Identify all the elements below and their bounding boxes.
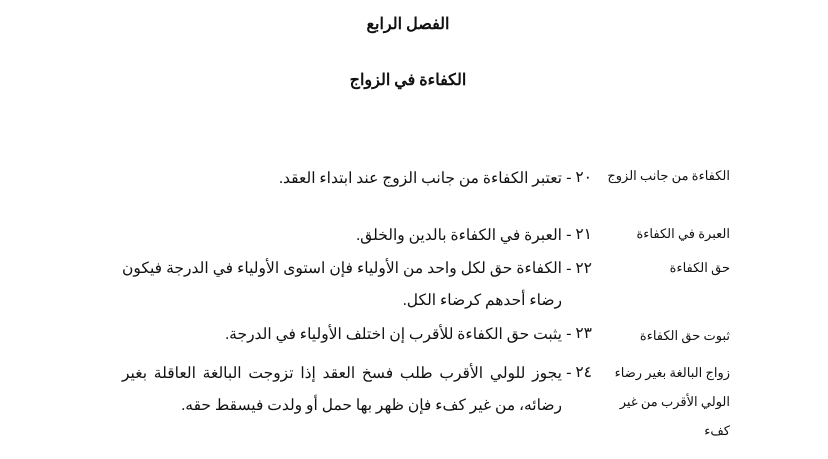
article-text: الكفاءة حق لكل واحد من الأولياء فإن استوى الأولياء في الدرجة فيكون رضاء أحدهم كرضاء الكل.	[122, 260, 562, 309]
article-text: يجوز للولي الأقرب طلب فسخ العقد إذا تزوجت البالغة العاقلة بغير رضائه، من غير كفء فإن ظهر بها حمل أو ولدت فيسقط حقه.	[122, 365, 562, 414]
article-number: ٢٤ -	[566, 364, 592, 381]
margin-note: ثبوت حق الكفاءة	[639, 328, 730, 343]
article-number: ٢٢ -	[566, 260, 592, 277]
margin-note: العبرة في الكفاءة	[636, 226, 730, 241]
chapter-title	[0, 14, 828, 34]
margin-note: زواج البالغة بغير رضاء الولي الأقرب من غير كفء	[614, 365, 730, 438]
article-text: تعتبر الكفاءة من جانب الزوج عند ابتداء العقد.	[279, 170, 562, 187]
article-text: يثبت حق الكفاءة للأقرب إن اختلف الأولياء في الدرجة.	[225, 326, 562, 343]
section-title-text: الكفاءة في الزواج	[349, 72, 467, 89]
article-number: ٢٠ -	[566, 169, 592, 186]
chapter-title-text: الفصل الرابع	[366, 16, 450, 33]
article-text: العبرة في الكفاءة بالدين والخلق.	[356, 227, 562, 244]
section-title	[0, 70, 828, 90]
margin-note: حق الكفاءة	[669, 260, 730, 275]
margin-note: الكفاءة من جانب الزوج	[607, 168, 730, 183]
article-number: ٢١ -	[566, 226, 592, 243]
article-number: ٢٣ -	[566, 325, 592, 342]
